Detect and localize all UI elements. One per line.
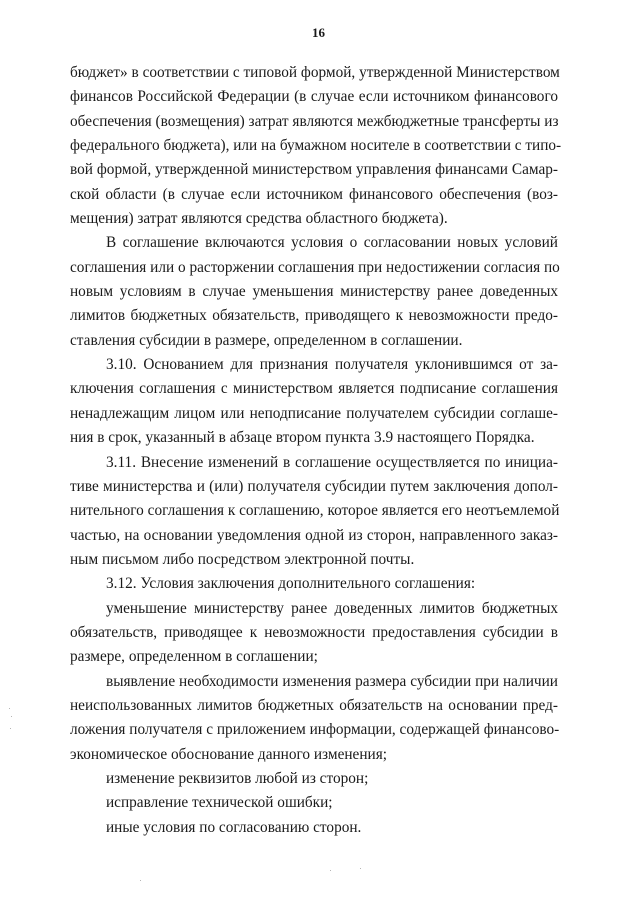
text-line: ложения получателя с приложением информации, содержащей финансово- — [70, 721, 560, 739]
text-line: 3.10. Основанием для признания получателя уклонившимся от за- — [106, 356, 558, 374]
text-line: 3.12. Условия заключения дополнительного соглашения: — [106, 575, 476, 593]
text-line: выявление необходимости изменения размера субсидии при наличии — [106, 672, 558, 690]
text-line: нительного соглашения к соглашению, которое является его неотъемлемой — [70, 502, 560, 520]
paragraph-condition-other — [70, 816, 558, 840]
text-line: федерального бюджета), или на бумажном носителе в соответствии с типо- — [70, 137, 562, 155]
text-line: новым условиям в случае уменьшения министерству ранее доведенных — [70, 283, 558, 301]
text-line: финансов Российской Федерации (в случае если источником финансового — [70, 88, 558, 106]
text-line: мещения) затрат являются средства областного бюджета). — [70, 210, 448, 228]
text-line: неиспользованных лимитов бюджетных обязательств на основании пред- — [70, 696, 558, 714]
page-number: 16 — [312, 25, 325, 40]
scan-speck — [11, 716, 12, 717]
scan-speck — [140, 880, 141, 881]
text-line: ставления субсидии в размере, определенном в соглашении. — [70, 331, 463, 349]
paragraph-condition-change-amount — [70, 670, 558, 767]
paragraph-continued-text — [70, 61, 562, 231]
document-body — [70, 61, 562, 840]
text-line: размере, определенном в соглашении; — [70, 648, 318, 666]
text-line: уменьшение министерству ранее доведенных лимитов бюджетных — [106, 599, 558, 617]
text-line: ненадлежащим лицом или неподписание получателем субсидии соглаше- — [70, 404, 558, 422]
text-line: бюджет» в соответствии с типовой формой, утвержденной Министерством — [70, 64, 560, 81]
paragraph-condition-error — [70, 791, 558, 815]
text-line: ской области (в случае если источником финансового обеспечения (воз- — [70, 185, 558, 203]
text-line: ключения соглашения с министерством является подписание соглашения — [70, 380, 558, 398]
text-line: В соглашение включаются условия о согласовании новых условий — [106, 234, 558, 252]
text-line: обеспечения (возмещения) затрат являются межбюджетные трансферты из — [70, 112, 559, 130]
paragraph-clause-3-12 — [70, 572, 558, 596]
text-line: обязательств, приводящее к невозможности предоставления субсидии в — [70, 623, 558, 641]
text-line: ным письмом либо посредством электронной почты. — [70, 550, 415, 568]
scan-speck — [360, 868, 361, 869]
text-line: иные условия по согласованию сторон. — [106, 818, 362, 836]
paragraph-agreement-conditions — [70, 231, 558, 353]
paragraph-clause-3-11 — [70, 451, 558, 573]
scan-speck — [9, 708, 10, 709]
text-line: частью, на основании уведомления одной из сторон, направленного заказ- — [70, 526, 558, 544]
text-line: исправление технической ошибки; — [106, 794, 333, 812]
paragraph-clause-3-10 — [70, 353, 558, 450]
paragraph-condition-reduction — [70, 597, 558, 670]
paragraph-condition-requisites — [70, 767, 558, 791]
text-line: соглашения или о расторжении соглашения при недостижении согласия по — [70, 258, 560, 276]
text-line: ния в срок, указанный в абзаце втором пункта 3.9 настоящего Порядка. — [70, 429, 535, 447]
text-line: тиве министерства и (или) получателя субсидии путем заключения допол- — [70, 477, 558, 495]
text-line: экономическое обоснование данного изменения; — [70, 745, 387, 763]
scan-speck — [330, 870, 331, 871]
text-line: лимитов бюджетных обязательств, приводящего к невозможности предо- — [70, 307, 558, 325]
text-line: изменение реквизитов любой из сторон; — [106, 769, 369, 787]
scan-speck — [10, 728, 11, 729]
text-line: 3.11. Внесение изменений в соглашение осуществляется по инициа- — [106, 453, 558, 471]
text-line: вой формой, утвержденной министерством управления финансами Самар- — [70, 161, 558, 179]
